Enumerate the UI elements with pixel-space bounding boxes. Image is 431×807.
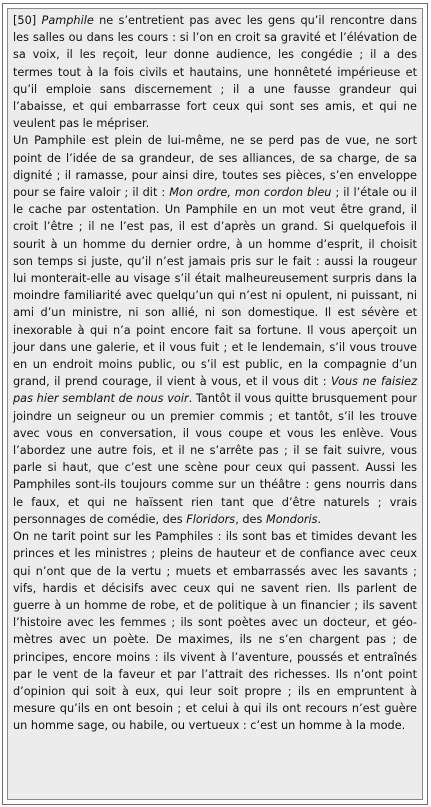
text-run: . xyxy=(317,512,322,526)
text-run: On ne tarit point sur les Pamphiles : ils sont bas et timides devant les princes et les ministres ; pleins de hauteur et de confiance avec ceux qui n’ont que de la vertu ; muets et embarrassés avec les savants ; vifs, hardis et décisifs avec ceux qui ne savent rien. Ils parlent de guerre à un homme de robe, et de politique à un financier ; ils savent l’histoire avec les femmes ; ils sont poètes avec un docteur, et géomètres avec un poète. De maximes, ils ne s’en chargent pas ; de principes, encore moins : ils vivent à l’aventure, poussés et entraînés par le vent de la faveur et par l’attrait des richesses. Ils n’ont point d’opinion qui soit à eux, qui leur soit propre ; ils en empruntent à mesure qu’ils en ont besoin ; et celui à qui ils ont recours n’est guère un homme sage, ou habile, ou vertueux : c’est un homme à la mode. xyxy=(13,530,417,733)
italic-name: Floridors xyxy=(186,512,236,526)
paragraph-number-and-text: [50] xyxy=(13,14,42,27)
italic-name: Pamphile xyxy=(41,14,94,27)
text-run: . Tantôt il vous quitte brusquement pour joindre un seigneur ou un premier commis ; et tantôt, s’il les trouve avec vous en conversation, il vous coupe et vous les enlève. Vous l’abordez une autre fois, et il ne s’arrête pas ; il se fait suivre, vous parle si haut, que c’est une scène pour ceux qui passent. Aussi les Pamphiles sont-ils toujours comme sur un théâtre : gens nourris dans le faux, et qui ne haïssent rien tant que d’être naturels ; vrais personnages de comédie, des xyxy=(13,392,417,526)
paragraph-1 xyxy=(13,12,417,132)
italic-quote: Mon ordre, mon cordon bleu xyxy=(169,186,332,200)
page-frame xyxy=(2,3,428,805)
italic-quote: Vous ne faisiez pas hier semblant de nous voir xyxy=(13,375,417,406)
italic-name: Mondoris xyxy=(265,512,318,526)
text-run: , des xyxy=(235,512,266,526)
paragraph-3 xyxy=(13,528,417,734)
text-run: ne s’entretient pas avec les gens qu’il rencontre dans les salles ou dans les cours : si l’on en croit sa gravité et l’élévation de sa voix, il les reçoit, leur donne audience, les congédie ; il a des termes tout à la fois civils et hautains, une honnêteté impérieuse et qu’il emploie sans discernement ; il a une fausse grandeur qui l’abaisse, et qui embarrasse fort ceux qui sont ses amis, et qui ne veulent pas le mépriser. xyxy=(13,14,418,131)
paragraph-2 xyxy=(13,132,417,528)
text-panel xyxy=(7,8,423,800)
text-run: ; il l’étale ou il le cache par ostentation. Un Pamphile en un mot veut être grand, il croit l’être ; il ne l’est pas, il est d’après un grand. Si quelquefois il sourit à un homme du dernier ordre, à un homme d’esprit, il choisit son temps si juste, qu’il n’est jamais pris sur le fait : aussi la rougeur lui monterait-elle au visage s’il était malheureusement surpris dans la moindre familiarité avec quelqu’un qui n’est ni opulent, ni puissant, ni ami d’un ministre, ni son allié, ni son domestique. Il est sévère et inexorable à qui n’a point encore fait sa fortune. Il vous aperçoit un jour dans une galerie, et il vous fuit ; et le lendemain, s’il vous trouve en un endroit moins public, ou s’il est public, en la compagnie d’un grand, il prend courage, il vient à vous, et il vous dit : xyxy=(13,186,417,389)
text-run: Un Pamphile est plein de lui-même, ne se perd pas de vue, ne sort point de l’idée de sa grandeur, de ses alliances, de sa charge, de sa dignité ; il ramasse, pour ainsi dire, toutes ses pièces, s’en enveloppe pour se faire valoir ; il dit : xyxy=(13,134,417,200)
